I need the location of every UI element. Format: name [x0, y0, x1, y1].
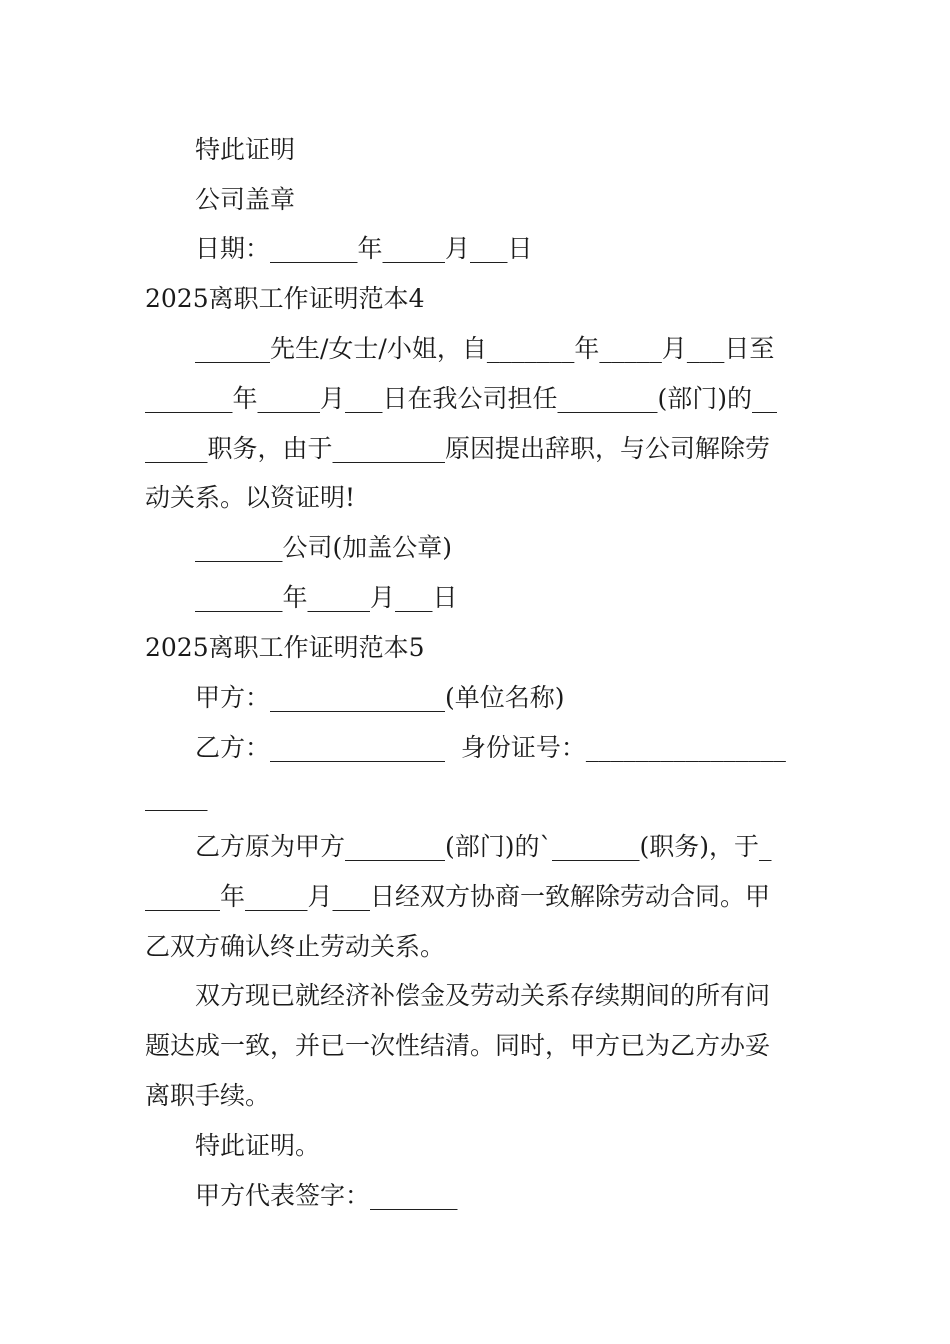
body-text-line: 离职手续。 [145, 1081, 271, 1110]
body-text-line: ______年_____月___日经双方协商一致解除劳动合同。甲 [145, 882, 771, 911]
section-heading-5: 2025离职工作证明范本5 [145, 633, 425, 662]
body-text-line: _______年_____月___日在我公司担任________(部门)的__ [145, 384, 778, 413]
party-a-line: 甲方：______________(单位名称) [195, 683, 565, 712]
party-b-line: 乙方：______________ 身份证号：________________ [195, 733, 786, 762]
closing-statement: 特此证明。 [195, 1131, 321, 1160]
body-text-line: 题达成一致，并已一次性结清。同时，甲方已为乙方办妥 [145, 1031, 771, 1060]
company-seal-label: 公司盖章 [195, 185, 296, 214]
body-text-line: 双方现已就经济补偿金及劳动关系存续期间的所有问 [195, 981, 771, 1010]
body-text-line: _____职务，由于_________原因提出辞职，与公司解除劳 [145, 434, 771, 463]
body-text-line: 乙双方确认终止劳动关系。 [145, 932, 446, 961]
date-line: 日期：_______年_____月___日 [195, 234, 533, 263]
party-a-signature-line: 甲方代表签字：_______ [195, 1181, 458, 1210]
closing-statement: 特此证明 [195, 135, 296, 164]
section-heading-4: 2025离职工作证明范本4 [145, 284, 425, 313]
body-text-line: 动关系。以资证明! [145, 483, 356, 512]
body-text-line: ______先生/女士/小姐，自_______年_____月___日至 [195, 334, 775, 363]
date-line: _______年_____月___日 [195, 583, 458, 612]
party-b-line-continued: _____ [145, 782, 208, 811]
company-seal-line: _______公司(加盖公章) [195, 533, 453, 562]
body-text-line: 乙方原为甲方________(部门)的`_______(职务)，于_ [195, 832, 772, 861]
